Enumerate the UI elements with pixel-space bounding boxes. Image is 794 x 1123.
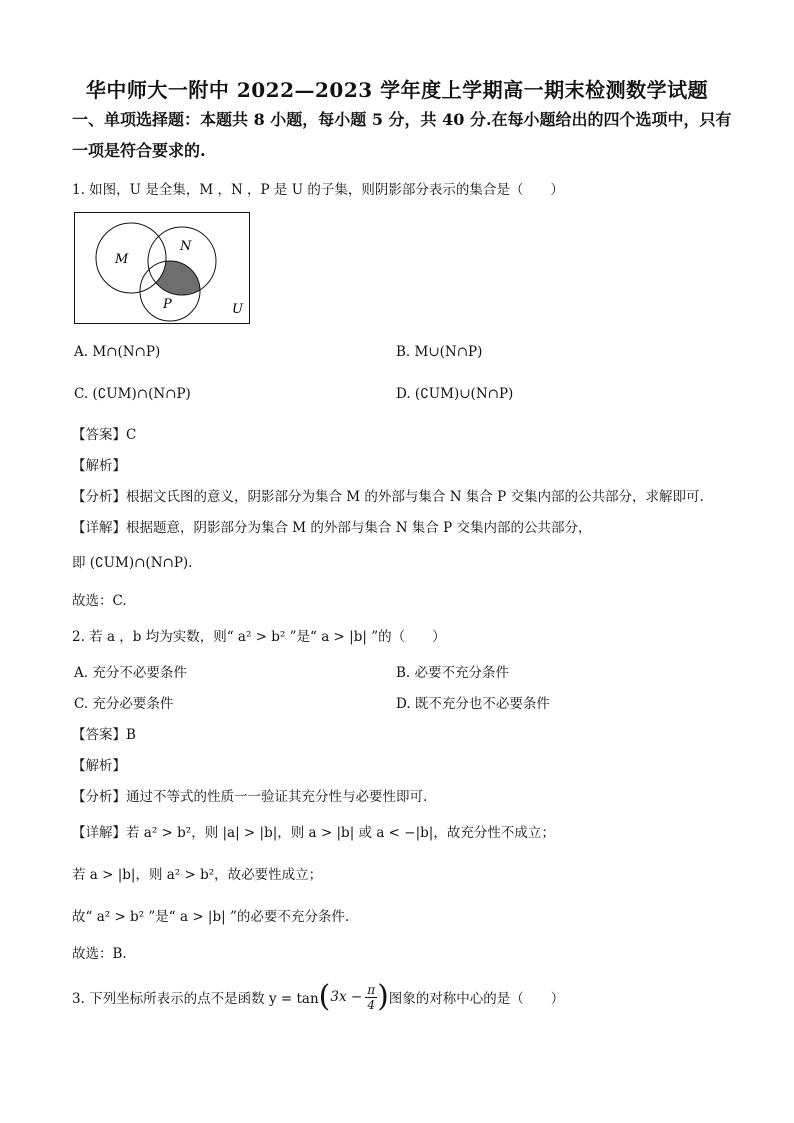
label-u: U <box>232 302 243 317</box>
q2-option-d: D. 既不充分也不必要条件 <box>396 696 550 712</box>
q2-fenxi: 【分析】通过不等式的性质一一验证其充分性与必要性即可. <box>72 789 428 805</box>
q2-option-b: B. 必要不充分条件 <box>396 665 510 681</box>
q1-stem: 1. 如图，U 是全集，M ，N ，P 是 U 的子集，则阴影部分表示的集合是（ ） <box>72 182 564 198</box>
section-heading <box>72 104 732 166</box>
q1-option-b: B. M∪(N∩P) <box>396 344 483 360</box>
q3-right-paren: ) <box>377 979 389 1014</box>
venn-diagram <box>74 212 250 324</box>
q1-fenxi: 【分析】根据文氏图的意义，阴影部分为集合 M 的外部与集合 N 集合 P 交集内部的公共部分，求解即可. <box>72 489 704 505</box>
q3-stem <box>72 976 564 1018</box>
q1-xiangjie: 【详解】根据题意，阴影部分为集合 M 的外部与集合 N 集合 P 交集内部的公共部分， <box>72 520 592 536</box>
section-heading-line2: 一项是符合要求的. <box>72 141 206 160</box>
q2-option-c: C. 充分必要条件 <box>74 696 174 712</box>
label-m: M <box>115 252 129 267</box>
q3-left-paren: ( <box>318 979 331 1014</box>
q3-stem-post: 图象的对称中心的是（ ） <box>388 991 565 1007</box>
q1-option-c: C. (∁UM)∩(N∩P) <box>74 386 191 402</box>
q2-stem: 2. 若 a ，b 均为实数，则“ a² > b² ”是“ a > |b| ”的（ ） <box>72 629 446 645</box>
q1-option-a: A. M∩(N∩P) <box>74 344 161 360</box>
label-p: P <box>163 297 172 312</box>
q2-analysis-heading: 【解析】 <box>72 758 126 774</box>
q3-frac-num: π <box>367 982 376 997</box>
q1-option-d: D. (∁UM)∪(N∩P) <box>396 386 514 402</box>
q2-line3: 故“ a² > b² ”是“ a > |b| ”的必要不充分条件. <box>72 909 350 925</box>
exam-title: 华中师大一附中 2022—2023 学年度上学期高一期末检测数学试题 <box>85 78 709 102</box>
q3-frac-den: 4 <box>367 997 375 1012</box>
q2-choose: 故选：B. <box>72 946 127 962</box>
q3-fraction <box>365 983 377 1012</box>
q1-analysis-heading: 【解析】 <box>72 458 126 474</box>
label-n: N <box>180 239 192 254</box>
q2-line2: 若 a > |b|，则 a² > b²，故必要性成立； <box>72 867 323 883</box>
q2-answer: 【答案】B <box>72 727 136 743</box>
q3-inner: 3x − <box>330 989 363 1005</box>
q2-option-a: A. 充分不必要条件 <box>74 665 187 681</box>
q1-choose: 故选：C. <box>72 593 127 609</box>
q2-xiangjie: 【详解】若 a² > b²，则 |a| > |b|，则 a > |b| 或 a < −|b|，故充分性不成立； <box>72 825 555 841</box>
section-heading-line1: 一、单项选择题：本题共 8 小题，每小题 5 分，共 40 分.在每小题给出的四个选项中，只有 <box>72 110 732 129</box>
q1-ji: 即 (∁UM)∩(N∩P). <box>72 555 193 571</box>
q3-stem-pre: 3. 下列坐标所表示的点不是函数 y = tan <box>72 991 319 1007</box>
q1-answer: 【答案】C <box>72 427 137 443</box>
